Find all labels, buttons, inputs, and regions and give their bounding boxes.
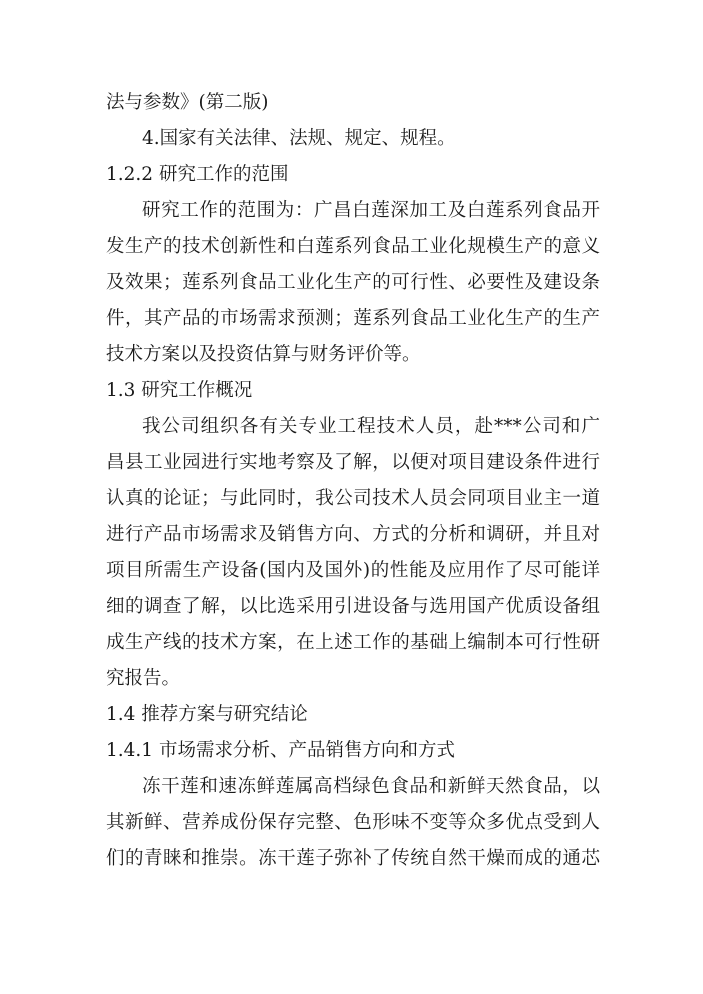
paragraph-line: 细的调查了解，以比选采用引进设备与选用国产优质设备组 (106, 596, 600, 617)
section-heading-1-4-1: 1.4.1 市场需求分析、产品销售方向和方式 (106, 740, 455, 761)
section-heading-1-2-2: 1.2.2 研究工作的范围 (106, 164, 289, 185)
section-heading-1-4: 1.4 推荐方案与研究结论 (106, 704, 308, 725)
paragraph-line: 发生产的技术创新性和白莲系列食品工业化规模生产的意义 (106, 236, 600, 257)
paragraph-line: 技术方案以及投资估算与财务评价等。 (106, 344, 421, 365)
paragraph-line: 件，其产品的市场需求预测；莲系列食品工业化生产的生产 (106, 308, 600, 329)
paragraph-line: 认真的论证；与此同时，我公司技术人员会同项目业主一道 (106, 488, 600, 509)
paragraph-line: 我公司组织各有关专业工程技术人员，赴***公司和广 (142, 416, 600, 437)
paragraph-line: 究报告。 (106, 668, 181, 689)
text-line-reference-title-end: 法与参数》(第二版) (106, 92, 269, 113)
paragraph-line: 项目所需生产设备(国内及国外)的性能及应用作了尽可能详 (106, 560, 600, 581)
paragraph-line: 冻干莲和速冻鲜莲属高档绿色食品和新鲜天然食品，以 (142, 776, 600, 797)
paragraph-line: 及效果；莲系列食品工业化生产的可行性、必要性及建设条 (106, 272, 600, 293)
paragraph-line: 进行产品市场需求及销售方向、方式的分析和调研，并且对 (106, 524, 600, 545)
section-heading-1-3: 1.3 研究工作概况 (106, 380, 253, 401)
paragraph-line: 其新鲜、营养成份保存完整、色形味不变等众多优点受到人 (106, 812, 600, 833)
paragraph-line: 昌县工业园进行实地考察及了解，以便对项目建设条件进行 (106, 452, 600, 473)
paragraph-line: 研究工作的范围为：广昌白莲深加工及白莲系列食品开 (142, 200, 600, 221)
paragraph-line: 成生产线的技术方案，在上述工作的基础上编制本可行性研 (106, 632, 600, 653)
paragraph-line: 们的青睐和推崇。冻干莲子弥补了传统自然干燥而成的通芯 (106, 848, 600, 869)
list-item-laws: 4.国家有关法律、法规、规定、规程。 (142, 128, 456, 149)
